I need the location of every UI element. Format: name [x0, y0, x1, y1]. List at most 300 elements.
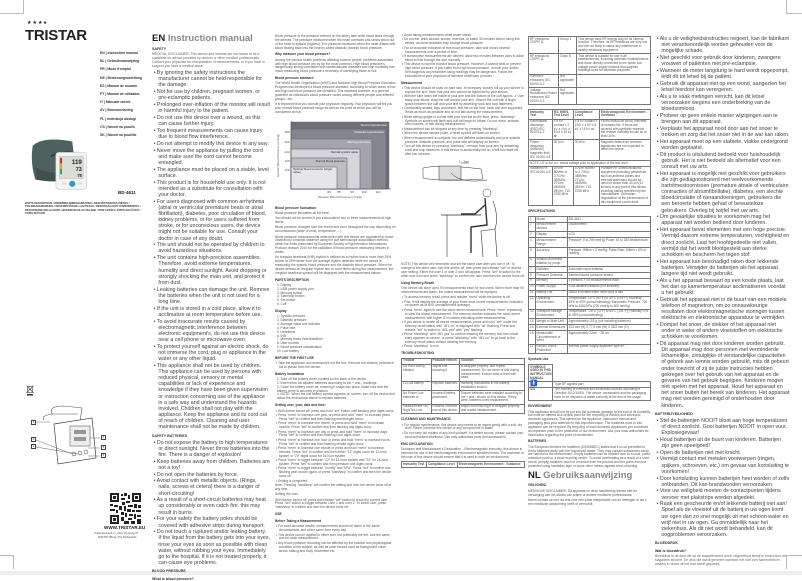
model-number: BD-4611	[118, 190, 136, 195]
y-tick-label: 130	[284, 158, 290, 163]
en-safety-column	[152, 33, 270, 581]
table-header-cell: Electromagnetic Environment - Guidance	[599, 110, 650, 120]
table-header-cell: Immunity Test	[529, 110, 553, 120]
diagram-label-2: 2	[32, 437, 35, 441]
bullet-item: • Never move the appliance by pulling the cord and make sure the cord cannot become entangled.	[152, 148, 270, 166]
table-cell: Measurement Too High/Too Low	[402, 404, 432, 414]
weee-icon: ☒	[529, 387, 553, 400]
table-cell: ± 8 kV contact ± 2 kV ± 4 kV ± 8 kV ± 15 kV air	[553, 119, 572, 138]
numbered-item: 7. Memory times Year/date/time	[276, 337, 323, 342]
diagram-label-5: 5	[102, 445, 105, 449]
bullet-item: • Do not attempt to modify this device in any way.	[152, 141, 270, 147]
troubleshooting-table	[401, 358, 525, 414]
table-cell: 3 AA alkaline batteries (not included)	[567, 284, 650, 290]
qr-code	[110, 493, 141, 524]
table-row	[529, 88, 651, 105]
brand-stars-icon: ★★★●	[27, 20, 48, 26]
table-cell: 13	[529, 309, 536, 319]
chart-container	[275, 119, 396, 203]
bullet-item: • Als u te vaak metingen verricht, kan dit letsel veroorzaken wegens een onderbreking van de bloedsomloop.	[655, 94, 790, 112]
paragraph: Neem contact op met uw arts voor een juiste interpretatie van de metingen of als u een medische aandoening heeft of vermoedt.	[528, 497, 647, 506]
display-systolic-value: 119	[71, 159, 82, 166]
type-bf-icon: 🚹	[529, 381, 553, 387]
language-item: ES | Manual de usuario	[100, 83, 138, 88]
y-axis-label: Systolic Blood Pressure (mmHg)	[276, 133, 280, 177]
bullet-item: • Setting is completed.	[275, 480, 396, 484]
numbered-item: 5. Heartbeat	[276, 329, 295, 334]
section-heading: CLEANING AND MAINTENANCE	[401, 417, 451, 422]
bullet-item: • Press "mem" again to see the most recent measurement. Press "mem" repeatedly to view the oldest measurement. The memory number indicates the most recent measurement, with higher ID numbers indicating older measurements.	[401, 309, 525, 321]
table-cell: 30 A/m	[552, 140, 573, 161]
table-cell: Power Supply	[535, 284, 567, 290]
table-cell: 30 A/m	[573, 140, 599, 161]
section-heading: Wat is bloeddruk?	[655, 548, 687, 553]
paragraph: MEDISCHE DISCLAIMER: Dit apparaat en deze handleiding dienen niet ter vervanging van het advies van artsen of andere medische professionals.	[528, 488, 637, 497]
table-cell: No Power Low batteries or	[402, 391, 432, 404]
table-row	[529, 257, 651, 267]
section-heading: BLOOD PRESSURE	[152, 569, 186, 574]
bullet-item: • If the unit is stored in a cold place, allow it to acclimatize at room temperature before use.	[152, 306, 270, 318]
table-cell: 10	[530, 284, 534, 289]
table-row	[529, 74, 651, 87]
bullet-item: • Measurement can be stopped at any time by pressing "start/stop".	[401, 128, 525, 132]
table-cell: following instructions in the Battery installation section.	[459, 381, 524, 391]
bullet-item: • Raak een gescheurde en/of lekkende batterij niet aan! Spoel als de vloeistof uit de batterij in uw ogen komt uw ogen dan zo snel mogelijk uit met schoon water en wrijf niet in uw ogen. Ga onmiddellijk naar het ziekenhuis. Als dit niet wordt behandeld, kan dit oogproblemen veroorzaken.	[655, 501, 790, 538]
diagram-label-4: 4	[102, 435, 105, 439]
language-item: IT | Manuale utente	[100, 100, 131, 105]
section-heading: Setting user, year, date and time:	[275, 403, 326, 408]
table-cell: This device uses RF energy only for its internal function. Therefore, its RF emissions are very low and are not likely to cause any interference in nearby electronic equipment.	[577, 37, 651, 54]
table-row	[529, 119, 651, 140]
bullet-item: • Verplaats het apparaat nooit door aan het snoer te trekken en zorg dat het snoer niet in de war kan raken.	[655, 126, 790, 138]
numbered-item: 4. Pulse rate	[276, 325, 296, 330]
table-cell: Incorrect battery placement.	[431, 391, 459, 404]
bullet-item: • Do not expose the battery to high temperatures or direct sunlight. Never throw batteries into the fire. There is a danger of explosion!	[152, 440, 270, 458]
chart-zone-label: Moderate hypertension	[354, 129, 384, 134]
website-link[interactable]: WWW.TRISTAR.EU	[104, 525, 146, 530]
bullet-item: • Turn off this device by pressing "start/stop", remove from your arm by detaching hook and loop fasteners. If this device is accidentally left on, it will turn itself off after two minutes.	[401, 145, 525, 157]
address-line-2: 5015 BH Tilburg | The Netherlands	[98, 536, 137, 539]
table-header-cell: Compliance Level	[573, 110, 599, 120]
table-header-row	[402, 462, 525, 468]
bullet-item: • With device turned off, press and hold "set" button until flashing year digits occur.	[275, 410, 396, 414]
numbered-item: 6. IHB	[276, 333, 286, 338]
bullet-item: • Door kortsluiting kunnen batterijen heet worden of zelfs ontbranden. Dit kan brandwonden veroorzaken.	[655, 476, 790, 488]
table-cell: 8	[529, 273, 536, 279]
bullet-item: • Press "start/stop" with "dEL yes" to confirm clearing the memory and then blank entry appears on screen, or press "start/stop" with "dEL no" to go back to the memory recall status without clearing the memory.	[401, 333, 525, 345]
table-cell: 12	[529, 296, 536, 309]
numbered-item: 3. Average value unit indicator	[276, 321, 321, 326]
table-cell: Semiconductor pressure sensor	[567, 273, 650, 279]
numbered-item: 4. NOTE: When the low battery symbol appears on screen, turn off the device and follow the instructions above to replace batteries.	[276, 392, 395, 401]
table-cell: 2 persons X 90 measurements each	[567, 278, 650, 284]
table-cell: 17	[529, 344, 536, 354]
paragraph: An irregular heartbeat (IHB) rhythm is defined as a rhythm that is more than 25% slower or 25% faster from the average rhythm detected while the device is measuring the systolic blood pressure and the diastolic blood pressure. When the device detects an irregular rhythm two or more times during the measurement, the irregular heartbeat symbol will be displayed with the measurement values.	[275, 255, 394, 275]
bullet-item: • For most accurate results, measurements should be taken in the same circumstances and at the same time every day.	[275, 525, 396, 533]
table-cell: Portable RF communications equipment (including peripherals such as antenna cables and external antennas) should be used no closer than 30 cm (12 inches) to any part of this device, including cables specified by the manufacturer. Otherwise, degradation of the performance of this equipment could result.	[599, 166, 650, 205]
paragraph: Note: Pressing "start/stop" will confirm the setting and then the device turns off at any time.	[275, 483, 392, 491]
table-cell: Automatic rapid deflation	[567, 267, 650, 273]
bullet-item: • This appliance shall not be used by children. This appliance can be used by persons with reduced physical, sensory or mental capabilities or lack of experience and knowledge if they have been given supervision or instruction concerning use of the appliance in a safe way and understand the hazards involved. Children shall not play with the appliance. Keep the appliance and its cord out of reach of children. Cleaning and user maintenance shall not be made by children.	[152, 363, 270, 431]
paragraph: Blood pressure measurements determined with this device are equivalent to those obtained by a trained observer using the cuff stethoscope auscultation method, within the limits prescribed by European Society of Hypertension International Protocol revision 2010 for the validation of blood pressure measuring devices in adults.	[275, 234, 394, 254]
table-cell	[577, 74, 651, 87]
table-cell: 103 mm (H) X 77.5 mm (W) X 48.8 mm (D)	[567, 325, 650, 331]
section-heading: SAFETY BATTERIES	[152, 433, 188, 438]
table-cell: This device is suitable for use in all establishments, including domestic establishments and those directly connected to the public low-voltage power supply network that supplies buildings used for domestic purposes.	[577, 54, 651, 75]
chart-zone-label-box	[293, 168, 335, 188]
bullet-item: • Het apparaat bevat elementen met een hoge precisie. Vermijd daarom extreme temperaturen, vochtigheid en direct zonlicht. Laat het hoofdgedeelte niet vallen, vermijd dat het wordt blootgesteld aan sterke schokken en bescherm het tegen stof.	[655, 227, 790, 258]
table-cell: Class B	[558, 54, 576, 75]
language-item: CS | Návod na použití	[100, 124, 135, 129]
x-tick-label: 100	[361, 189, 367, 194]
table-cell: 10V/m 80MHz to 2.7GHz; 385MHz, 27V/m; 450MHz, 28V/m; 710-5785 MHz	[573, 166, 599, 205]
section-heading: VEILIGHEID	[528, 483, 547, 488]
table-cell: Type BF applied part	[553, 381, 651, 387]
section-heading: SAFETY	[152, 47, 167, 51]
bullet-item: • Comfortably seated, legs uncrossed, feet flat on the floor, back and arm supported. Relax as much as possible and do not talk during the measurement.	[401, 107, 525, 115]
symbols-table	[528, 364, 651, 401]
table-cell: NOTE: UT is the a.c. mains voltage prior to application of the test level	[529, 161, 651, 167]
language-item: EN | Instruction manual	[100, 51, 138, 55]
bullet-item: • Press "mem" to increase one day or press and hold "mem" to increase days. Press "set" to confirm and then flashing hour digits occur.	[275, 431, 396, 439]
language-item: SK | Návod na použitie	[100, 133, 137, 137]
bullet-item: • To avoid inaccurate results caused by electromagnetic interference between electronic equipment's, do not use this device near a cell phone or microwave oven.	[152, 319, 270, 344]
x-axis-label: Diastolic Blood Pressure (mmHg)	[317, 194, 363, 199]
bullet-item: • First, it will display the average of your three most recent measurements, indicated on screen as M AVG (measurement average).	[401, 301, 525, 309]
table-cell: 11	[530, 290, 534, 295]
table-cell: 9	[529, 278, 536, 284]
table-cell: Adjust cuff, ensuring it	[431, 364, 459, 381]
section-heading: Symbols Use	[528, 357, 549, 362]
table-row	[529, 309, 651, 319]
table-header-cell: Electromagnetic Environment : Guidance	[457, 462, 524, 468]
bullet-item: • For an accurate indication of true blood pressure, take and record several measurements over a period of time.	[401, 47, 525, 55]
table-cell: 6	[529, 257, 536, 267]
bullet-item: • Do not touch a ruptured and/or leaking battery. If the liquid from the battery gets into your eyes, rinse your eyes as soon as possible with clean water, without rubbing your eyes. Immediately go to the hospital. If it is not treated properly, it can cause eye problems.	[152, 529, 270, 566]
table-row	[402, 381, 525, 391]
x-tick-label: 85	[337, 189, 341, 194]
section-heading: USE	[275, 512, 282, 517]
emissions-table	[528, 36, 651, 105]
numbered-item: 10. Low battery	[276, 348, 300, 353]
section-heading: Before Taking a Measurement	[275, 518, 321, 523]
bullet-item: • If you desire to delete all stored measurements, press and hold "set" under the Memory recall status until "dEL no" is displayed with "no" flashing. Press and release "set" to switch to "dEL yes" with "yes" flashing.	[401, 321, 525, 333]
table-header-cell: Possible reason	[431, 358, 459, 364]
chart-zone-label: Mild hypertension	[347, 139, 370, 144]
bullet-item: • Press "mem" to toggle between "12" for 12-hour system and "24" for 24-hour system. Press "set" to confirm and then pressure unit digits occur.	[275, 459, 396, 467]
paragraph: This appliance should not be put into the domestic garbage at the end of its durability, but must be offered at a central point for the recycling of electric and electronic domestic appliances. This symbol on the appliance, instruction manual and packaging puts your attention to this important issue. The materials used in this appliance can be recycled. By recycling of used domestic appliances you contribute an important push to the protection of our environment. Ask your local authorities for information regarding the point of recollection.	[528, 409, 651, 437]
bullet-item: • Press "mem" to toggle between "mmHg" and "kPa". Press "set" to confirm and flashing year occurs again, or press "start/stop" to confirm and then the device turns off.	[275, 467, 396, 479]
section-heading: Blood pressure standard	[275, 76, 314, 81]
paragraph: MEDICAL DISCLAIMER: This device and manual are not meant to be a substitute for advice provided by doctors or other medical professionals. Contact your physician for interpretation of measurements, or if you have or suspect you have a medical issue.	[152, 52, 266, 68]
table-cell: LCD	[567, 232, 650, 238]
table-row	[529, 387, 651, 400]
immunity-table	[528, 109, 651, 206]
cuff-figure-container	[421, 160, 525, 188]
y-tick-label: 180	[284, 129, 290, 134]
table-cell: Not applicable	[558, 88, 576, 105]
brand-logo: TRISTAR	[25, 27, 87, 44]
table-row	[529, 238, 651, 248]
page-bottom-edge	[0, 571, 802, 575]
parts-caption: PARTS DESCRIPTION / ONDERDELENBESCHRIJVING / DESCRIPTION DES PIÈCES / TEILEBESCHREIBUNG / DESCRIPCIÓN DE LAS PIEZAS / DESCRIÇÃO DOS COMPONENTES / DESCRIZIONE DELLE PARTI / BESKRIVELSE AF DELENE / OPIS CZĘŚCI / POPIS SOUČÁSTÍ / POPIS SÚČASTÍ	[25, 202, 141, 215]
bullet-item: • If consecutive measurements are desired, allow two minutes between uses to allow blood to flow through the arm normally.	[401, 55, 525, 63]
en-measurement-column	[401, 34, 525, 569]
bullet-item: • Gebruik dit apparaat niet op een wond, aangezien het letsel hierdoor kan verergeren.	[655, 81, 790, 93]
table-cell: Floors should be wood, concrete, or ceramic tile. If floors are covered with synthetic material, the relative humidity should be at least 30%.	[599, 119, 650, 140]
table-cell: The marking of electrical and electronics devices according to Directive 2012/19/EU. The device, accessories and the packaging have to be disposed of waste correctly at the end of the usage.	[553, 387, 651, 400]
bullet-item: • Dit product is uitsluitend bedoeld voor huishoudelijk gebruik. Het is niet bedoeld als alternatief voor een consult met uw arts.	[655, 152, 790, 170]
table-row	[529, 331, 651, 344]
chart-zone-label: Normal systolic value	[330, 149, 358, 154]
bullet-item: • Do not eat, drink alcohol, smoke, exercise, or bathe 30 minutes before using this device, as these activities may change blood pressure.	[401, 38, 525, 46]
table-cell: Measurement Range	[535, 238, 567, 248]
table-row	[529, 54, 651, 75]
section-heading: ENVIRONMENT	[528, 404, 553, 409]
section-heading: BATTERIES	[528, 439, 547, 444]
bullet-item: • Do not open the batteries by force.	[152, 472, 270, 478]
section-heading: PARTS DESCRIPTION	[275, 277, 309, 282]
paragraph: The European directive for batteries (2006/66/EC) states that it is not permitted to throw batteries away with the household waste. They may contain substances which are harmful to the environment. Empty batteries can be handed over to a local, public collection point or a local recycling centre. To avoid overheating as a result of a short circuit, (empty) batteries must be removed from the product and the poles must be protected using insulation tape or some other means against short-circuiting.	[528, 444, 651, 468]
table-header-cell: Compliance Level	[426, 462, 457, 468]
table-cell	[567, 257, 650, 267]
section-heading: Measurement	[401, 80, 422, 85]
bullet-item: • This device can be applied to either arm, but preferably the left. Use the same arm for each measurement.	[275, 534, 396, 542]
table-cell: 2	[529, 222, 536, 232]
paragraph: It is important that you consult your physician regularly. Your physician will tell you your normal blood pressure range as well as the point at which you will be considered at risk.	[275, 102, 393, 114]
bullet-item: • This product is for household use only. It is not intended as a substitute for consultation with your doctor.	[152, 180, 270, 198]
bullet-item: • Press "mem" to increase one hour or press and hold "mem" to increase hours. Press "set" to confirm and then flashing minute digits occur.	[275, 439, 396, 447]
table-cell: 15	[530, 324, 534, 329]
section-title	[528, 470, 651, 481]
table-cell: is wrapped properly, and repeat measurement. Do not move or talk during measurement. Ensure wrist is level with heart.	[459, 364, 524, 381]
language-item: NL | Gebruiksaanwijzing	[100, 59, 140, 64]
display-pulse-value: 78	[77, 172, 82, 178]
section-title-text: Gebruiksaanwijzing	[543, 470, 633, 482]
diagram-label-6: 6	[102, 453, 105, 457]
bullet-item: • Het apparaat is mogelijk niet geschikt voor gebruikers die zijn gediagnosticeerd met veelvoorkomende hartritmestoornissen (premature atriale of ventriculaire contracties of atriumfibrillatie), diabetes, een slechte bloedcirculatie of nieraandoeningen, gebruikers die een beroerte hebben gehad of bewusteloze gebruikers. Overleg bij twijfel met uw arts.	[655, 171, 790, 214]
table-row	[402, 391, 525, 404]
bullet-item: • The unit should not be operated by children to avoid hazardous situations.	[152, 242, 270, 254]
bullet-item: • Voor uw veiligheid moeten de contactpunten tijdens vervoer met plakstrips worden afgedekt.	[655, 488, 790, 500]
language-item: PT | Manual de utilizador	[100, 92, 140, 96]
x-tick-label: 110	[375, 189, 381, 194]
table-cell: Radiated RF IEC 61000-4-3	[529, 166, 553, 205]
en-specifications-column	[528, 34, 651, 569]
table-cell: Err Error during inflation	[402, 364, 432, 381]
table-cell: Ensure batteries were installed according to the + and - shown on this device. If they were, batteries need replacement.	[459, 391, 524, 404]
bullet-item: • Leaking batteries can damage the unit. Remove the batteries when the unit is not used for a long time.	[152, 287, 270, 305]
bullet-item: • For regular maintenance, this device only needs to be wiped gently with a soft, dry cloth. Never immerse this device or any components in water.	[401, 424, 525, 432]
table-cell: Operating Environment	[535, 296, 567, 309]
bullet-item: • Om gevaarlijke situaties te voorkomen mag het apparaat niet worden bediend door kinderen.	[655, 214, 790, 226]
paragraph: This device will store up to 90 measurements each for two users. When more than 90 measurements are taken, the oldest measurement will be replaced.	[401, 285, 524, 294]
paragraph: The World Health Organization (WHO) and National High Blood Pressure Education Program has developed a blood pressure standard, according to which areas of low and high-risk blood pressure are identified. This standard however, is a general guideline as individual's blood pressure varies among different people and different groups...etc.	[275, 81, 396, 101]
table-cell: Model	[535, 216, 567, 222]
table-cell: Inflation Automatic inflation by pump	[535, 257, 567, 267]
language-code: EN	[152, 33, 166, 44]
display-diastolic-value: 73	[75, 166, 82, 173]
table-cell: Electric Shock Protection	[535, 344, 567, 354]
section-heading: TROUBLESHOOTING	[401, 351, 435, 356]
language-code: NL	[528, 470, 541, 482]
table-cell: Replace batteries.	[431, 381, 459, 391]
numbered-item: 1. Systolic pressure	[276, 314, 306, 319]
bullet-item: • Als u het apparaat bewaart op een koude plaats, laat het dan op kamertemperatuur acclimatiseren voordat u het gebruikt.	[655, 278, 790, 296]
numbered-item: 9. Blood pressure classification	[276, 345, 322, 350]
table-cell: Voltage fluctuations/ Flicker emissions IEC 61000-3-3	[530, 87, 557, 103]
paragraph: Blood pressure is the pressure exerted on the artery lake while blood flows through the arteries. The pressure measured when the heart contracts and sends blood out of the heart is systolic (highest). The pressure measured when the heart dilates with blood flowing back into the heart is called diastolic (lowest) blood pressure.	[275, 34, 396, 50]
table-cell: Display	[535, 232, 567, 238]
table-cell: 14	[530, 319, 534, 324]
table-cell: Approximately 22cm ~ 36 cm	[567, 331, 650, 344]
numbered-item: 3. Close the battery cover as, ensuring it snaps into place. Make sure that the battery cover is securely in position.	[276, 384, 389, 393]
bullet-item: • This device is used to monitor blood pressure. However, it cannot treat or prevent high blood pressure. If you suffer from high blood pressure, consult your doctor. Self diagnosis and treatment using readings may be dangerous. Follow the instructions of your physician of licensed healthcare provider.	[401, 63, 525, 78]
x-tick-label: 90	[350, 189, 354, 194]
table-cell: 1	[529, 216, 536, 222]
table-row	[402, 404, 525, 414]
bullet-item: • When the device senses pulse, a heart symbol will flash on screen.	[401, 132, 525, 136]
bullet-item: • Wanneer de meter langdurig te hard wordt opgepompt, leidt dit tot letsel bij de patiënt.	[655, 68, 790, 80]
numbered-item: 1. Take off the battery cover, located on the back of the device.	[276, 377, 367, 382]
paragraph: You should not be worried if you encountered two or three measurements at high levels.	[275, 216, 392, 225]
weee-bin-icon	[26, 385, 34, 396]
bullet-item: • Als u de veiligheidsinstructies negeert, kan de fabrikant niet verantwoordelijk worden gehouden voor de mogelijke schade.	[655, 36, 790, 54]
table-header-cell: IEC 60601 Test Level	[552, 110, 573, 120]
bullet-item: • The unit contains high-precision assemblies. Therefore, avoid extreme temperatures, humidity and direct sunlight. Avoid dropping or strongly shocking the main unit, and protect it from dust.	[152, 255, 270, 286]
table-row	[529, 247, 651, 257]
paragraph: Setting the user:	[275, 492, 299, 497]
numbered-item: 5. Set button	[276, 298, 296, 303]
bullet-item: • Do not use this device over a wound, as this can cause further injury.	[152, 115, 270, 127]
bullet-item: • For your safety the battery poles should be covered with adhesive strips during transport.	[152, 516, 270, 528]
paragraph: Among the various health problems afflicting modern people, problems associated with high blood pressure are by far the most common. High blood pressure's dangerously strong correlation with cardiovascular diseases and high morbidity has made measuring blood pressure a necessity of identifying those at risk.	[275, 57, 395, 74]
table-row	[529, 344, 651, 354]
table-cell	[577, 88, 651, 105]
bullet-item: • Houd batterijen uit de buurt van kinderen. Batterijen zijn geen speelgoed!	[655, 437, 790, 449]
bullet-item: • Dompel het snoer, de stekker of het apparaat niet onder in water of andere vloeistoffen om elektrische schokken te voorkomen.	[655, 322, 790, 340]
address-line-1: Tristar Europe B.V. | Jules Verneweg 87	[94, 532, 139, 535]
table-cell: Pressure: 0 to 299 mmHg; Pulse: 40 to 180 beats/minute	[567, 238, 650, 248]
paragraph: NOTE: This device will remember and set the same user after you turn it off. To change to the other user, turn this device off, then press and release "set" to access user setting. Either the user 1 or user 2 icon will appear. Press "set" to switch to the other user icon and press "start/stop" to confirm the user and then the device turns off.	[401, 262, 525, 278]
table-cell: Transport Storage Environment	[535, 309, 567, 319]
table-row	[529, 222, 651, 232]
table-cell: 3	[529, 232, 536, 238]
numbered-item: 2. USB power supply port	[276, 286, 314, 291]
bullet-item: • To access memory recall, press and release "mem" while the device is off.	[401, 296, 525, 300]
table-cell: Magnetic fields from common appliances are not expected to affect the device.	[599, 140, 650, 161]
bullet-item: • Open de batterijen niet met kracht.	[655, 450, 790, 456]
numbered-item: 1. Display	[276, 282, 292, 287]
bullet-item: • Press "mem" to increase one minute or press and hold "mem" to increase minutes. Press "set" to confirm and then either "12" digits occur for 12-hour system or "24" digits occur for 24-hour system.	[275, 447, 396, 459]
numbered-item: 4. Start/stop button	[276, 294, 305, 299]
table-header-cell: Trouble	[402, 358, 432, 364]
table-row	[529, 296, 651, 309]
table-cell: 5	[529, 247, 536, 257]
bullet-item: • Avoid contact with metallic objects. (Rings, nails, screws et cetera) there is a danger of short-circuiting!	[152, 478, 270, 496]
table-header-row	[529, 364, 651, 381]
language-item: DE | Bedienungsanleitung	[100, 75, 143, 80]
table-cell: Power frequency (50/60Hz) magnetic field IEC 61000-4-8	[530, 139, 551, 159]
specifications-table	[528, 216, 651, 354]
chart-zone-label: Severe hypertension	[360, 122, 387, 127]
table-cell: Weight of Main Unit	[535, 319, 567, 325]
numbered-item: 6. Cuff	[276, 302, 287, 307]
section-heading: Blood pressure fluctuation	[275, 205, 317, 210]
table-cell: Group 1	[558, 37, 576, 54]
section-heading: BLOEDDRUK	[655, 541, 678, 546]
bullet-item: • Probeer op geen enkele manier wijzigingen aan te brengen aan dit apparaat.	[655, 113, 790, 125]
section-heading: BEFORE THE FIRST USE	[275, 355, 314, 360]
crop-mark	[0, 555, 14, 569]
bullet-item: • Too frequent measurements can cause injury due to blood flow interference.	[152, 128, 270, 140]
table-cell: Adjust cuff ensuring it is wrapped properly, and repeat measurement.	[459, 404, 524, 414]
crop-mark	[0, 0, 24, 14]
seated-posture-figure	[441, 187, 511, 259]
table-cell: Deflation	[535, 267, 567, 273]
table-cell: Memory	[535, 278, 567, 284]
table-cell: External Dimensions	[536, 324, 566, 329]
numbered-item: 2. Insert three AA alkaline batteries according to the + and - markings.	[276, 380, 378, 385]
table-cell: 16	[529, 331, 536, 344]
bullet-item: • Gebruik het apparaat niet in de buurt van een mobiele telefoon of magnetron, om zo onnauwkeurige resultaten door elektromagnetische storingen tussen elektrische en elektronische apparatuur te vermijden.	[655, 297, 790, 322]
table-cell: Temperature: -20°C (-4°F) to 55°C (131°F); Humidity: 0% to 95% (noncondensing)	[567, 309, 650, 319]
y-tick-label: 140	[284, 149, 290, 154]
paragraph: Guidance and Manufacturer's Declaration – Electromagnetic Immunity, this device is intended for use in the electromagnetic environment specified below. The customer or the user of this device should ensure that it is used in such an environment.	[401, 446, 525, 459]
table-cell: Pressure Detection	[535, 273, 567, 279]
table-cell: Internal power supply appliance type BF	[567, 344, 650, 354]
table-row	[402, 364, 525, 381]
bullet-item: • Press "mem" to increase one year, or press and hold "mem" to increase years. Press "set" to confirm and then flashing month digits occur.	[275, 414, 396, 422]
bullet-item: • Keep batteries away from children. Batteries are not a toy!	[152, 459, 270, 471]
nl-safety-column	[655, 36, 790, 571]
bp-classification-chart	[275, 119, 393, 201]
table-row	[529, 166, 651, 205]
x-tick-label: 80	[327, 189, 331, 194]
table-cell: Possible incorrect use of this device.	[432, 404, 458, 412]
bullet-item: • As a result of a short-circuit batteries may heat up considerably or even catch fire. this may result in burns.	[152, 497, 270, 515]
table-cell: 10V/m 80MHz to 2.7GHz; 385MHz, 27V/m; 450MHz, 28V/m; 710-5785 MHz	[552, 166, 573, 205]
product-image	[30, 136, 105, 192]
table-cell: Oscillometric	[567, 222, 650, 232]
table-cell: Lo Low battery.	[402, 381, 432, 391]
table-cell: Measurable Circumference of Wrist	[535, 331, 567, 344]
seated-figure-container	[441, 187, 525, 261]
table-cell: Not applicable	[558, 74, 576, 87]
bullet-item: • Niet geschikt voor gebruik door kinderen, zwangere vrouwen of patiënten met pre-eclampsie.	[655, 55, 790, 67]
paragraph: Bloeddruk is de druk die op de slagaderwand wordt uitgeoefend terwijl er bloed door de slagaders stroomt. De druk die wordt gemeten wanneer het hart zich samentrekt en waarbij er bloed uit het hart wordt gepompt,	[655, 553, 786, 566]
table-cell: BD-4611	[567, 216, 650, 222]
crop-mark	[786, 0, 802, 14]
bullet-item: • The appliance must be placed on a stable, level surface.	[152, 167, 270, 179]
chart-zone-label: Normal blood pressure	[315, 158, 345, 163]
bullet-item: • When measurement is complete, the cuff deflates automatically and your systolic pressure, diastolic pressure, and pulse rate will display on screen.	[401, 137, 525, 145]
table-cell: Temperature: 10°C (50°F) to 40°C (104°F); Humidity: 15% to 90% (noncondensing); Barometric Pressure: 700 hPa to 1060 hPa (700 mmHg to 800 mmHg)	[567, 296, 650, 309]
table-header-row	[529, 110, 651, 120]
section-heading: Why measure your blood pressure?	[275, 52, 331, 57]
language-item: FR | Mode d'emploi	[100, 67, 131, 72]
emc-immunity-header-table	[401, 461, 525, 468]
table-cell: Approximately 115 g (not including batteries)	[567, 319, 650, 325]
table-cell: Measurement Method	[535, 222, 567, 232]
table-header-cell: Immunity Test	[402, 462, 427, 468]
chart-zone-label: Optimal blood pressure (target value)	[293, 166, 333, 174]
language-item: SV | Bruksanvisning	[100, 108, 133, 113]
bullet-item: • Vermijd contact met metalen voorwerpen (ringen, spijkers, schroeven, etc.) om gevaar van kortsluiting te voorkomen!	[655, 456, 790, 474]
table-cell: Battery Life	[535, 290, 567, 296]
table-cell: Accuracy	[535, 247, 567, 257]
bullet-item: • Avoid taking measurements while under stress.	[401, 34, 525, 38]
